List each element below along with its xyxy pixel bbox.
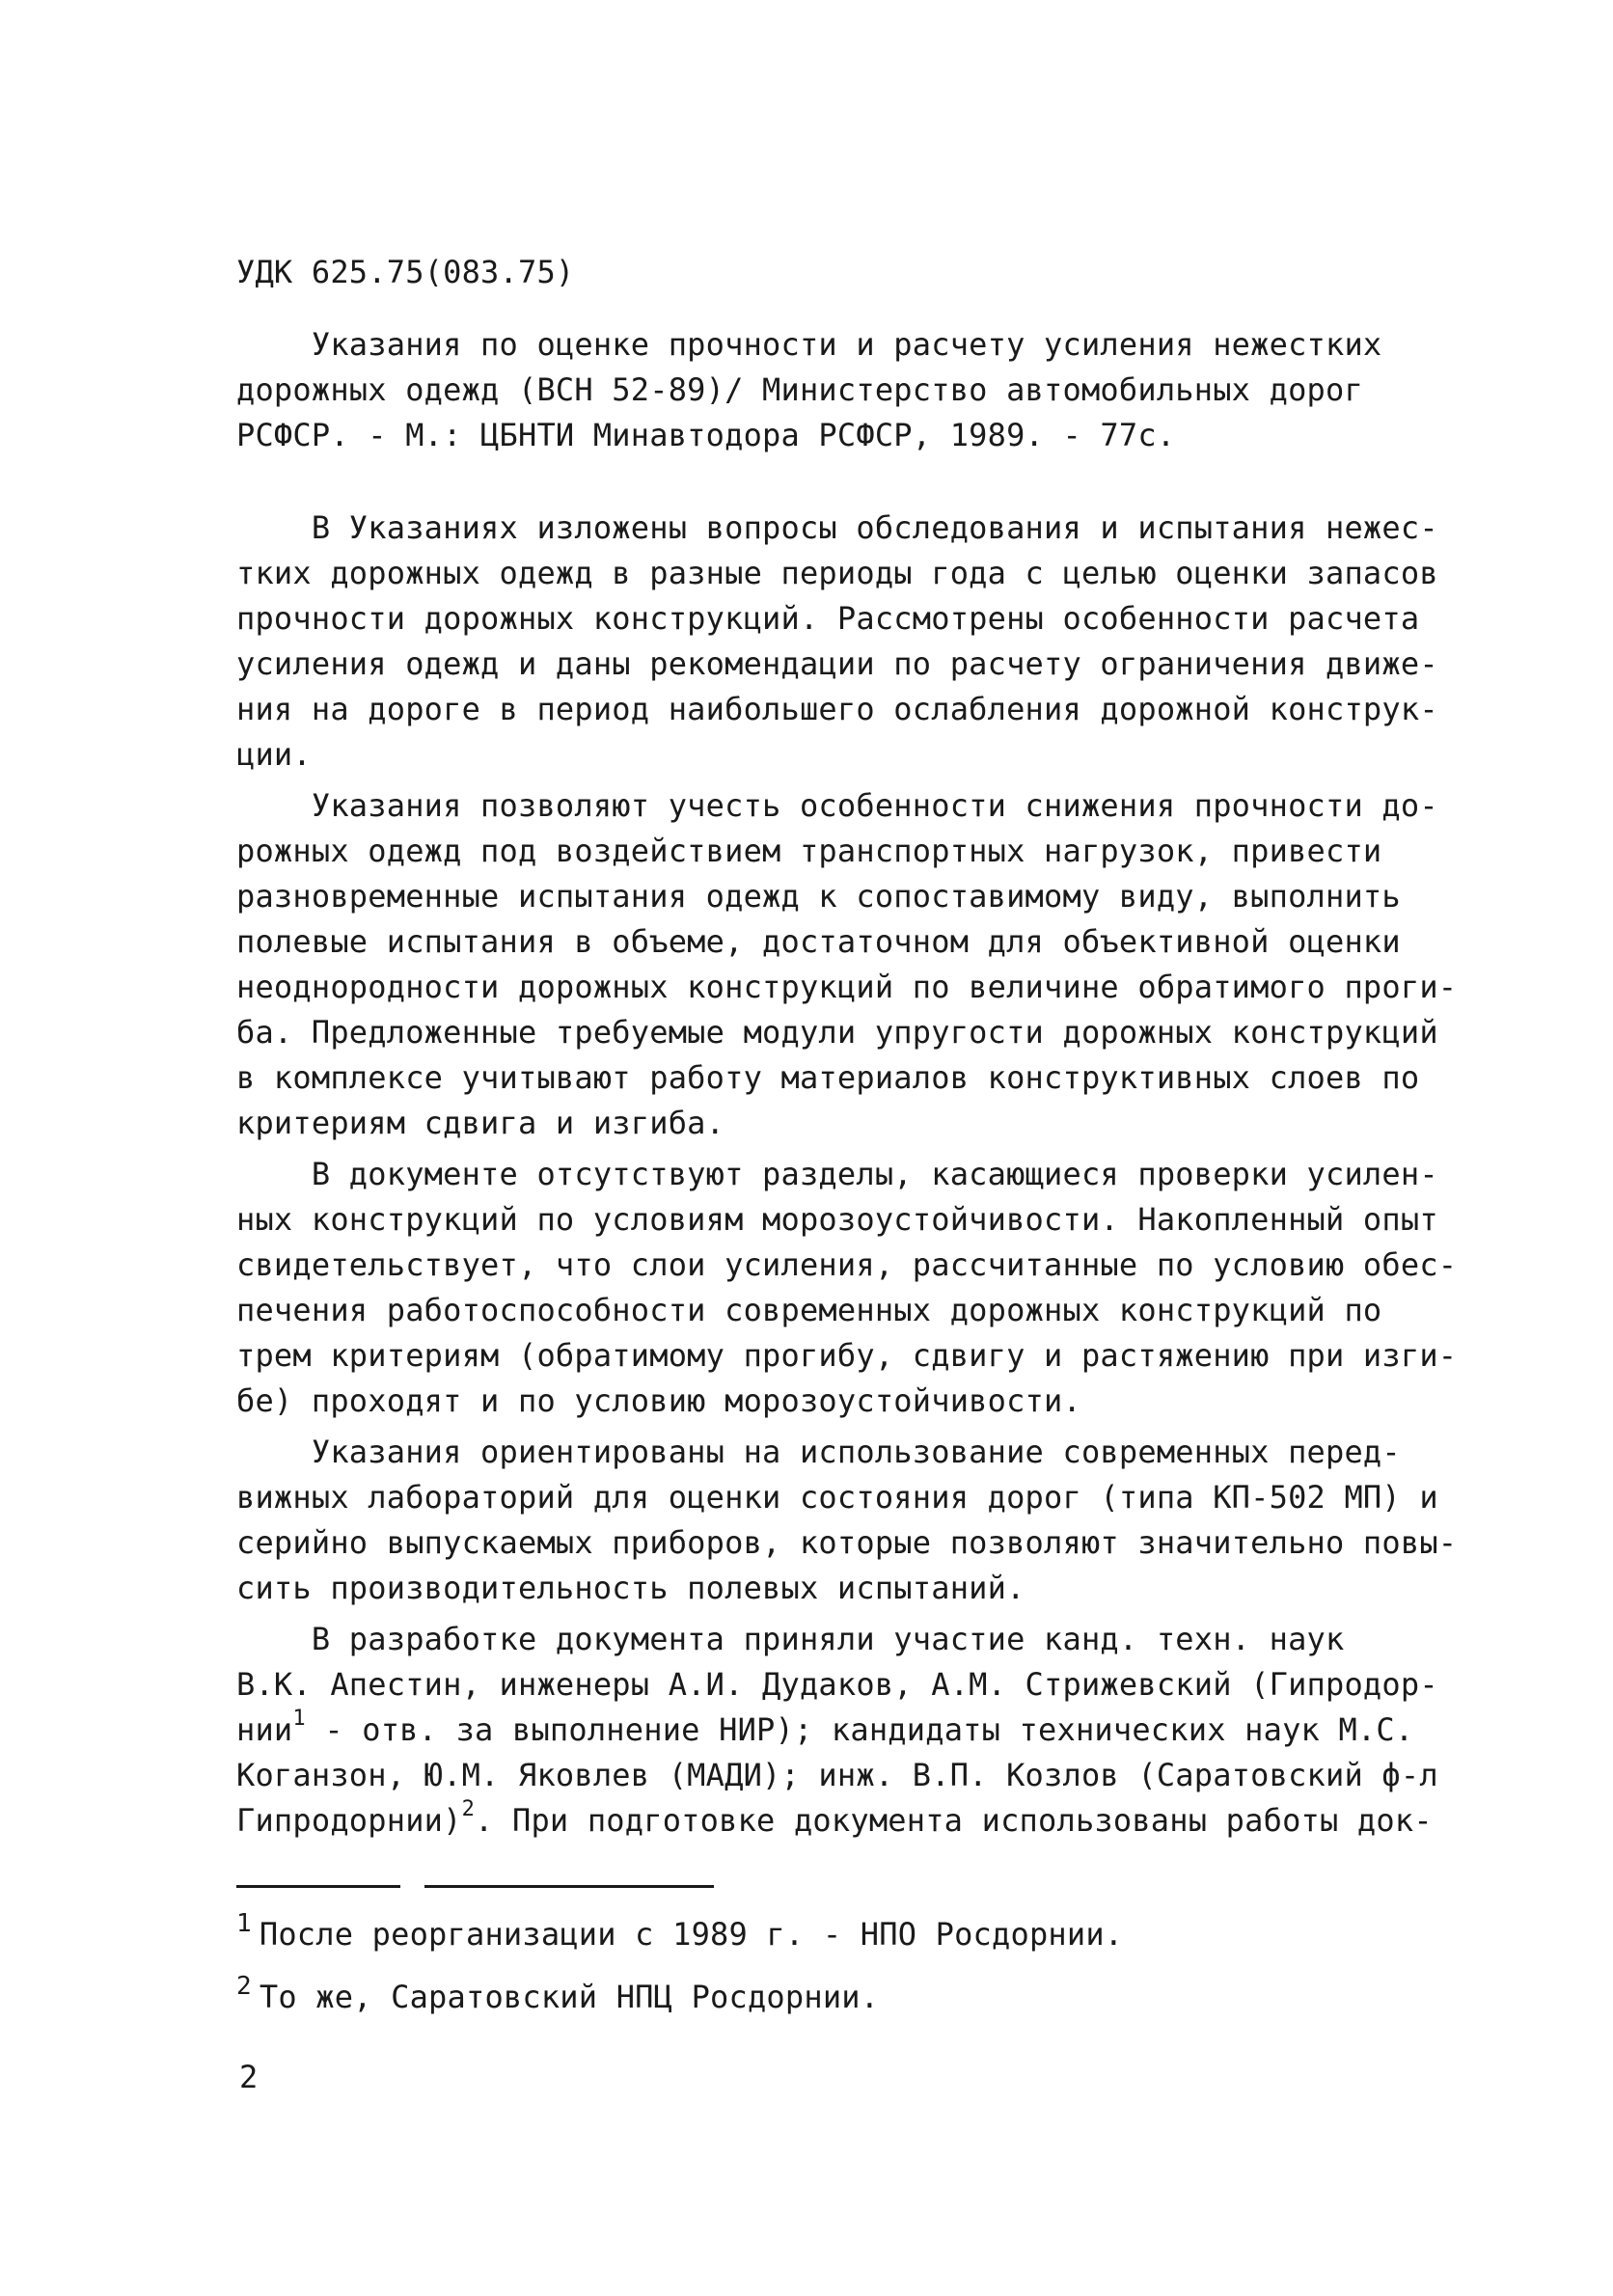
bibliography-line: РСФСР. - М.: ЦБНТИ Минавтодора РСФСР, 1989. - 77с. xyxy=(236,417,1176,453)
body-line: ния на дороге в период наибольшего ослабления дорожной конструк- xyxy=(236,691,1438,727)
body-line: В Указаниях изложены вопросы обследования и испытания нежес- xyxy=(236,509,1438,546)
footnote-number: 1 xyxy=(236,1909,252,1938)
body-line: Указания ориентированы на использование современных перед- xyxy=(236,1434,1401,1470)
bibliography-line: дорожных одежд (ВСН 52-89)/ Министерство автомобильных дорог xyxy=(236,371,1363,408)
body-line: сить производительность полевых испытаний. xyxy=(236,1570,1025,1606)
body-line-with-footnote-ref xyxy=(236,1797,1433,1840)
body-line: В разработке документа приняли участие канд. техн. наук xyxy=(236,1621,1345,1657)
body-line: В документе отсутствуют разделы, касающиеся проверки усилен- xyxy=(236,1156,1438,1192)
line-text: . При подготовке документа использованы работы док- xyxy=(475,1802,1433,1839)
udk-code: УДК 625.75(083.75) xyxy=(236,254,575,290)
body-line: ба. Предложенные требуемые модули упругости дорожных конструкций xyxy=(236,1014,1438,1051)
footnote-ref: 1 xyxy=(292,1707,306,1731)
body-line: ных конструкций по условиям морозоустойчивости. Накопленный опыт xyxy=(236,1201,1438,1238)
body-line: в комплексе учитывают работу материалов конструктивных слоев по xyxy=(236,1059,1420,1096)
body-line: неоднородности дорожных конструкций по величине обратимого проги- xyxy=(236,969,1458,1005)
footnote xyxy=(236,1909,1124,1954)
body-line: Указания позволяют учесть особенности снижения прочности до- xyxy=(236,787,1438,824)
line-text: Гипродорнии) xyxy=(236,1802,462,1839)
body-line: ции. xyxy=(236,736,312,773)
body-line: вижных лабораторий для оценки состояния дорог (типа КП-502 МП) и xyxy=(236,1479,1438,1516)
body-line: свидетельствует, что слои усиления, рассчитанные по условию обес- xyxy=(236,1246,1458,1283)
body-line: прочности дорожных конструкций. Рассмотрены особенности расчета xyxy=(236,600,1420,637)
body-line: серийно выпускаемых приборов, которые позволяют значительно повы- xyxy=(236,1524,1458,1561)
body-line: печения работоспособности современных дорожных конструкций по xyxy=(236,1292,1382,1328)
footnote-separator xyxy=(424,1885,714,1888)
footnote-number: 2 xyxy=(236,1972,252,2001)
footnote-text: После реорганизации с 1989 г. - НПО Росдорнии. xyxy=(259,1916,1124,1953)
body-line: полевые испытания в объеме, достаточном для объективной оценки xyxy=(236,923,1401,960)
body-line-with-footnote-ref xyxy=(236,1707,1414,1749)
footnote xyxy=(236,1972,880,2016)
line-text: - отв. за выполнение НИР); кандидаты технических наук М.С. xyxy=(305,1711,1414,1748)
line-text: нии xyxy=(236,1711,293,1748)
footnote-ref: 2 xyxy=(461,1797,476,1821)
body-line: критериям сдвига и изгиба. xyxy=(236,1105,725,1141)
page-number: 2 xyxy=(239,2059,259,2095)
body-line: бе) проходят и по условию морозоустойчивости. xyxy=(236,1382,1081,1419)
footnote-text: То же, Саратовский НПЦ Росдорнии. xyxy=(259,1979,880,2015)
body-line: трем критериям (обратимому прогибу, сдвигу и растяжению при изги- xyxy=(236,1337,1458,1374)
bibliography-line: Указания по оценке прочности и расчету усиления нежестких xyxy=(236,326,1382,363)
body-line: В.К. Апестин, инженеры А.И. Дудаков, А.М. Стрижевский (Гипродор- xyxy=(236,1666,1438,1703)
body-line: рожных одежд под воздействием транспортных нагрузок, привести xyxy=(236,833,1382,869)
body-line: усиления одежд и даны рекомендации по расчету ограничения движе- xyxy=(236,645,1438,682)
body-line: разновременные испытания одежд к сопоставимому виду, выполнить xyxy=(236,878,1401,915)
footnote-separator xyxy=(236,1885,400,1888)
body-line: тких дорожных одежд в разные периоды года с целью оценки запасов xyxy=(236,555,1438,591)
body-line: Коганзон, Ю.М. Яковлев (МАДИ); инж. В.П. Козлов (Саратовский ф-л xyxy=(236,1757,1438,1793)
